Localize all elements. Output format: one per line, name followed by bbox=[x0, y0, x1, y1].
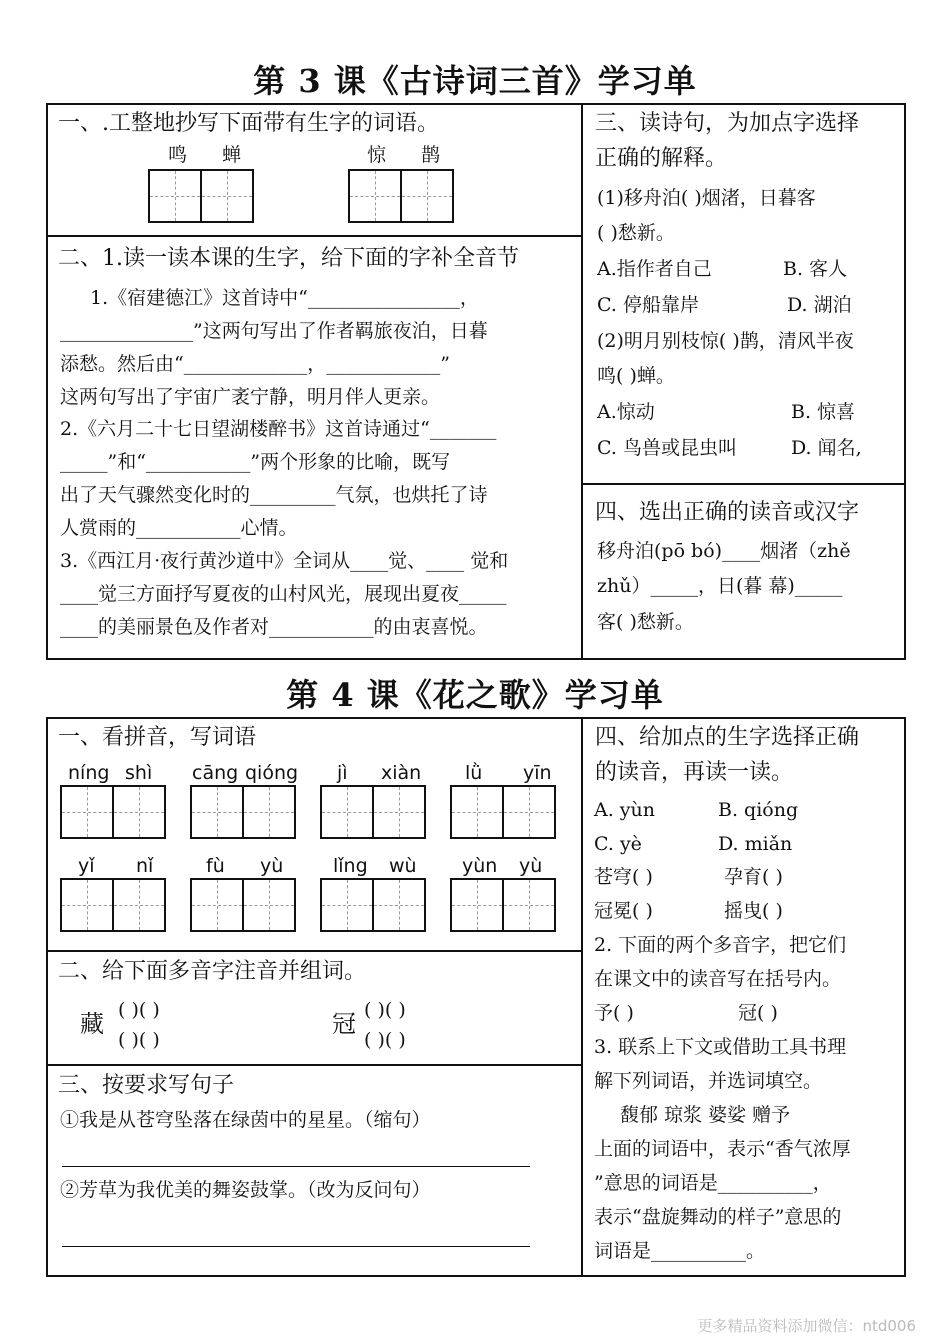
writing-grid[interactable] bbox=[450, 785, 556, 839]
option-c: C. 停船靠岸 bbox=[597, 294, 699, 316]
question-line: (1)移舟泊( )烟渚，日暮客 bbox=[597, 187, 816, 209]
text-line: ____觉三方面抒写夏夜的山村风光，展现出夏夜_____ bbox=[60, 583, 507, 605]
answer-blank[interactable]: ( )( ) bbox=[364, 999, 406, 1021]
pinyin: shì bbox=[125, 762, 153, 784]
writing-grid[interactable] bbox=[60, 785, 166, 839]
pinyin: yǐ bbox=[78, 855, 95, 877]
option-b: B. qióng bbox=[718, 799, 799, 821]
text-line: ____的美丽景色及作者对___________的由衷喜悦。 bbox=[60, 616, 488, 638]
question-line: 鸣( )蝉。 bbox=[597, 365, 675, 387]
text-line: ______________”这两句写出了作者羁旅夜泊，日暮 bbox=[60, 320, 488, 342]
word-item: 摇曳( ) bbox=[724, 900, 783, 922]
pinyin: yùn bbox=[462, 855, 498, 877]
polyphone-char: 冠 bbox=[332, 1010, 356, 1038]
text-line: 人赏雨的___________心情。 bbox=[60, 517, 298, 539]
writing-grid[interactable] bbox=[190, 878, 296, 932]
pinyin: yù bbox=[260, 855, 284, 877]
question-1: ①我是从苍穹坠落在绿茵中的星星。（缩句） bbox=[60, 1109, 431, 1131]
text-line: 这两句写出了宇宙广袤宁静，明月伴人更亲。 bbox=[60, 386, 441, 408]
option-d: D. 湖泊 bbox=[787, 294, 852, 316]
question-line: (2)明月别枝惊( )鹊，清风半夜 bbox=[597, 330, 854, 352]
polyphone-char: 藏 bbox=[80, 1010, 104, 1038]
text-line: 出了天气骤然变化时的_________气氛，也烘托了诗 bbox=[60, 484, 488, 506]
divider bbox=[46, 235, 583, 237]
option-a: A. yùn bbox=[594, 799, 656, 821]
question-line: ”意思的词语是__________， bbox=[594, 1172, 832, 1194]
answer-blank[interactable]: 予( ) bbox=[594, 1002, 634, 1024]
question-line: 上面的词语中，表示“香气浓厚 bbox=[594, 1138, 851, 1160]
word-char: 鹊 bbox=[421, 144, 441, 166]
section4-heading: 四、选出正确的读音或汉字 bbox=[595, 500, 860, 525]
question-line: 移舟泊(pō bó)____烟渚（zhě bbox=[597, 540, 851, 562]
option-c: C. yè bbox=[594, 833, 642, 855]
answer-blank[interactable]: ( )( ) bbox=[118, 1029, 160, 1051]
answer-line[interactable] bbox=[62, 1166, 530, 1167]
pinyin: lǐng bbox=[333, 855, 368, 877]
question-line: 2. 下面的两个多音字，把它们 bbox=[594, 934, 847, 956]
writing-grid[interactable] bbox=[348, 169, 454, 223]
section2-heading: 二、给下面多音字注音并组词。 bbox=[58, 959, 367, 984]
question-line: 3. 联系上下文或借助工具书理 bbox=[594, 1036, 847, 1058]
pinyin: jì bbox=[337, 762, 348, 784]
pinyin: wù bbox=[389, 855, 417, 877]
lesson3-title: 第 3 课《古诗词三首》学习单 bbox=[253, 62, 697, 100]
text-line: 1.《宿建德江》这首诗中“________________， bbox=[90, 287, 479, 309]
pinyin: fù bbox=[206, 855, 225, 877]
word-char: 蝉 bbox=[222, 144, 242, 166]
word-item: 孕育( ) bbox=[724, 866, 783, 888]
pinyin: níng bbox=[68, 762, 110, 784]
lesson4-title: 第 4 课《花之歌》学习单 bbox=[286, 676, 664, 714]
question-line: zhǔ）_____，日(暮 幕)_____ bbox=[597, 575, 843, 597]
writing-grid[interactable] bbox=[450, 878, 556, 932]
text-line: _____”和“___________”两个形象的比喻，既写 bbox=[60, 451, 451, 473]
divider bbox=[46, 1064, 583, 1066]
watermark: 更多精品资料添加微信：ntd006 bbox=[697, 1317, 916, 1335]
section1-heading: 一、看拼音，写词语 bbox=[58, 725, 257, 750]
word-bank: 馥郁 琼浆 婆娑 赠予 bbox=[620, 1104, 791, 1126]
option-c: C. 鸟兽或昆虫叫 bbox=[597, 437, 737, 459]
question-2: ②芳草为我优美的舞姿鼓掌。（改为反问句） bbox=[60, 1179, 431, 1201]
answer-blank[interactable]: ( )( ) bbox=[364, 1029, 406, 1051]
question-line: 客( )愁新。 bbox=[597, 611, 694, 633]
question-line: ( )愁新。 bbox=[597, 222, 675, 244]
answer-blank[interactable]: ( )( ) bbox=[118, 999, 160, 1021]
divider bbox=[46, 950, 583, 952]
text-line: 3.《西江月·夜行黄沙道中》全词从____觉、____ 觉和 bbox=[60, 550, 509, 572]
writing-grid[interactable] bbox=[190, 785, 296, 839]
pinyin: qióng bbox=[245, 762, 299, 784]
option-a: A.惊动 bbox=[597, 401, 655, 423]
pinyin: yù bbox=[519, 855, 543, 877]
option-a: A.指作者自己 bbox=[597, 258, 712, 280]
option-d: D. miǎn bbox=[718, 833, 793, 855]
text-line: 2.《六月二十七日望湖楼醉书》这首诗通过“_______ bbox=[60, 418, 497, 440]
question-line: 在课文中的读音写在括号内。 bbox=[594, 968, 842, 990]
question-line: 解下列词语，并选词填空。 bbox=[594, 1070, 823, 1092]
pinyin: nǐ bbox=[136, 855, 154, 877]
section3-heading: 三、按要求写句子 bbox=[58, 1073, 235, 1098]
divider bbox=[581, 103, 583, 660]
section1-heading: 一、.工整地抄写下面带有生字的词语。 bbox=[58, 111, 439, 136]
pinyin: xiàn bbox=[381, 762, 422, 784]
word-char: 鸣 bbox=[168, 144, 188, 166]
word-char: 惊 bbox=[367, 144, 387, 166]
option-b: B. 客人 bbox=[783, 258, 848, 280]
section4-heading: 的读音，再读一读。 bbox=[595, 760, 794, 785]
divider bbox=[581, 717, 583, 1277]
text-line: 添愁。然后由“_____________，____________” bbox=[60, 353, 450, 375]
answer-line[interactable] bbox=[62, 1246, 530, 1247]
writing-grid[interactable] bbox=[148, 169, 254, 223]
section3-heading: 正确的解释。 bbox=[595, 146, 728, 171]
section4-heading: 四、给加点的生字选择正确 bbox=[595, 725, 860, 750]
section2-heading: 二、1.读一读本课的生字，给下面的字补全音节 bbox=[58, 246, 519, 271]
pinyin: lǜ bbox=[465, 762, 483, 784]
writing-grid[interactable] bbox=[320, 878, 426, 932]
answer-blank[interactable]: 冠( ) bbox=[738, 1002, 778, 1024]
word-item: 冠冕( ) bbox=[594, 900, 653, 922]
question-line: 词语是__________。 bbox=[594, 1240, 766, 1262]
writing-grid[interactable] bbox=[60, 878, 166, 932]
pinyin: cāng bbox=[192, 762, 239, 784]
option-b: B. 惊喜 bbox=[791, 401, 856, 423]
question-line: 表示“盘旋舞动的样子”意思的 bbox=[594, 1206, 842, 1228]
divider bbox=[581, 483, 906, 485]
word-item: 苍穹( ) bbox=[594, 866, 653, 888]
writing-grid[interactable] bbox=[320, 785, 426, 839]
pinyin: yīn bbox=[523, 762, 552, 784]
section3-heading: 三、读诗句，为加点字选择 bbox=[595, 111, 860, 136]
option-d: D. 闻名, bbox=[791, 437, 862, 459]
